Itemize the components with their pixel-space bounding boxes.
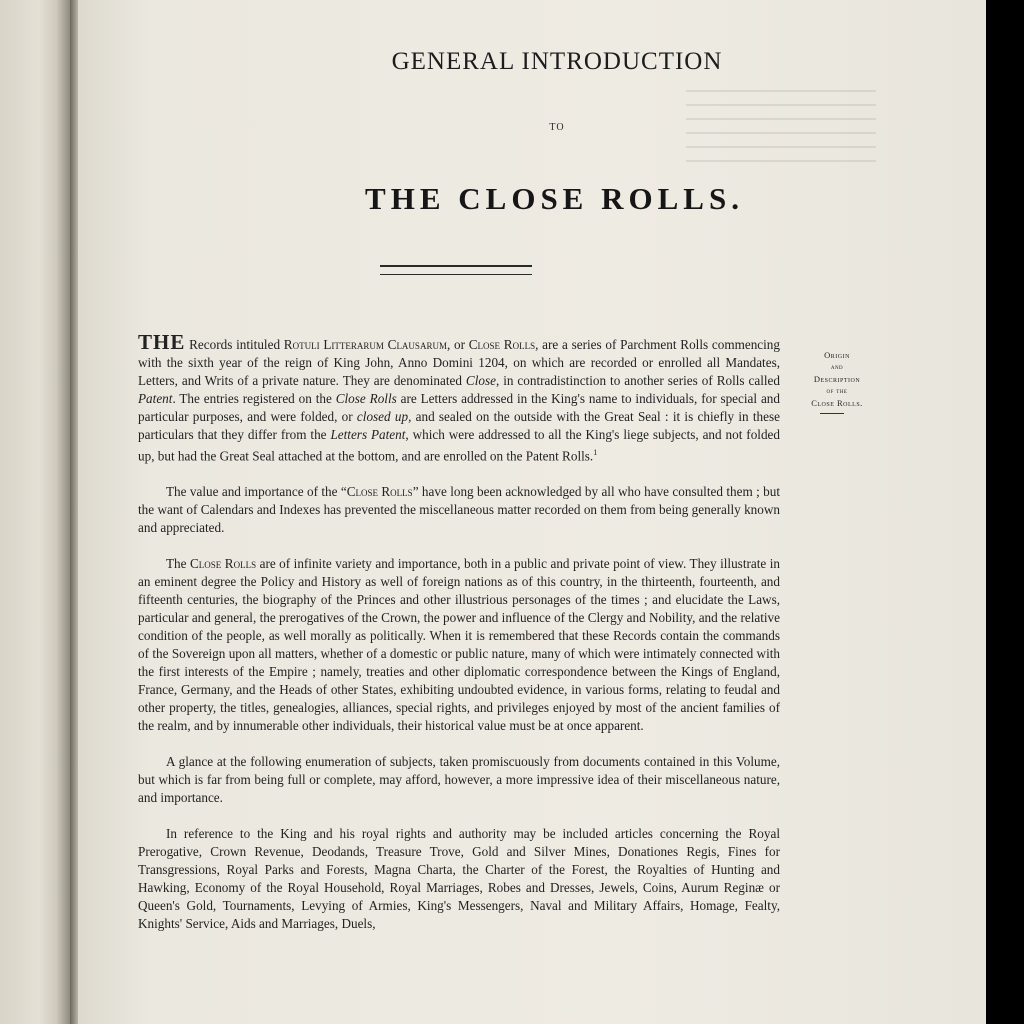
text-run: The value and importance of the “ <box>166 484 347 500</box>
text-run: are Letters addressed in the King's name to individuals, for special and particular purposes, and were folded, or <box>138 391 780 424</box>
margin-note-line: and <box>830 362 844 371</box>
small-caps-run: Close Rolls <box>468 337 536 352</box>
text-run: are of infinite variety and importance, both in a public and private point of view. They illustrate in an eminent degree the Policy and History as well of foreign nations as of this country, in the thirteenth, fourteenth, and fifteenth centuries, the biography of the Princes and other illustrious personages of the times ; and elucidate the Laws, particular and general, the prerogatives of the Crown, the power and influence of the Clergy and Nobility, and the relative condition of the people, as well morally as politically. When it is remembered that these Records contain the commands of the Sovereign upon all matters, whether of a domestic or public nature, many of which were intimately connected with the first interests of the Empire ; namely, treaties and other diplomatic correspondence between the Kings of England, France, Germany, and the Heads of other States, exhibiting undoubted evidence, in various forms, relating to feudal and other property, the titles, genealogies, alliances, special rights, and privileges enjoyed by most of the ancient families of the realm, and by innumerable other individuals, their historical value must be at once apparent. <box>138 556 780 734</box>
text-run: , are a series of Parchment Rolls commencing with the sixth year of the reign of King John, Anno Domini 1204, on which are recorded or enrolled all Mandates, Letters, and Writs of a private nature. They are denominated <box>138 337 780 388</box>
title-rule <box>380 265 532 275</box>
footnote-marker: 1 <box>593 448 598 457</box>
paragraph-5: In reference to the King and his royal rights and authority may be included articles concerning the Royal Prerogative, Crown Revenue, Deodands, Treasure Trove, Gold and Silver Mines, Donationes Regis, Fines for Transgressions, Royal Parks and Forests, Magna Charta, the Charter of the Forest, the Royalties of Hunting and Hawking, Economy of the Royal Household, Royal Marriages, Robes and Dresses, Jewels, Coins, Aurum Reginæ or Queen's Gold, Tournaments, Levying of Armies, King's Messengers, Naval and Military Affairs, Homage, Fealty, Knights' Service, Aids and Marriages, Duels, <box>138 826 780 932</box>
text-run: . The entries registered on the <box>172 391 336 406</box>
paragraph-2 <box>138 483 780 537</box>
text-run: , which were addressed to all the King's liege subjects, and not folded up, but had the Great Seal attached at the bottom, and are enrolled on the Patent Rolls. <box>138 427 780 464</box>
text-run: , or <box>446 337 469 352</box>
italic-run: Close <box>465 373 496 388</box>
italic-run: Patent <box>138 391 173 406</box>
italic-run: Letters Patent <box>330 427 406 442</box>
margin-note-line: Description <box>813 374 861 384</box>
margin-note-line: Close Rolls. <box>811 398 863 408</box>
left-page-edge <box>0 0 70 1024</box>
title-to: TO <box>549 122 565 133</box>
paragraph-4: A glance at the following enumeration of subjects, taken promiscuously from documents contained in this Volume, but which is far from being full or complete, may afford, however, a more impressive idea of their miscellaneous nature, and importance. <box>138 754 780 806</box>
text-run: The <box>166 556 190 572</box>
background-edge <box>986 0 1024 1024</box>
margin-note-line: Origin <box>824 350 850 360</box>
title-close-rolls: THE CLOSE ROLLS. <box>365 181 744 216</box>
drop-cap: THE <box>138 330 186 354</box>
text-run: , and sealed on the outside with the Great Seal : it is chiefly in these particulars that they differ from the <box>138 409 780 442</box>
text-run: , in contradistinction to another series of Rolls called <box>495 373 780 388</box>
document-page <box>78 0 986 1024</box>
small-caps-run: Close Rolls <box>190 556 257 572</box>
text-run: ” have long been acknowledged by all who have consulted them ; but the want of Calendars and Indexes has prevented the miscellaneous matter recorded on them from being generally known and appreciated. <box>138 484 780 536</box>
body-text <box>138 330 780 951</box>
paragraph-1 <box>138 330 780 465</box>
small-caps-run: Close Rolls <box>346 484 413 500</box>
book-gutter <box>70 0 78 1024</box>
italic-run: Close Rolls <box>335 391 397 406</box>
text-run: Records intituled <box>185 337 284 352</box>
title-general-introduction: GENERAL INTRODUCTION <box>391 48 723 75</box>
paragraph-3 <box>138 555 780 735</box>
margin-note <box>790 349 884 409</box>
italic-run: closed up <box>356 409 409 424</box>
small-caps-run: Rotuli Litterarum Clausarum <box>283 337 447 352</box>
margin-note-line: of the <box>826 386 848 395</box>
margin-note-rule <box>820 413 844 414</box>
